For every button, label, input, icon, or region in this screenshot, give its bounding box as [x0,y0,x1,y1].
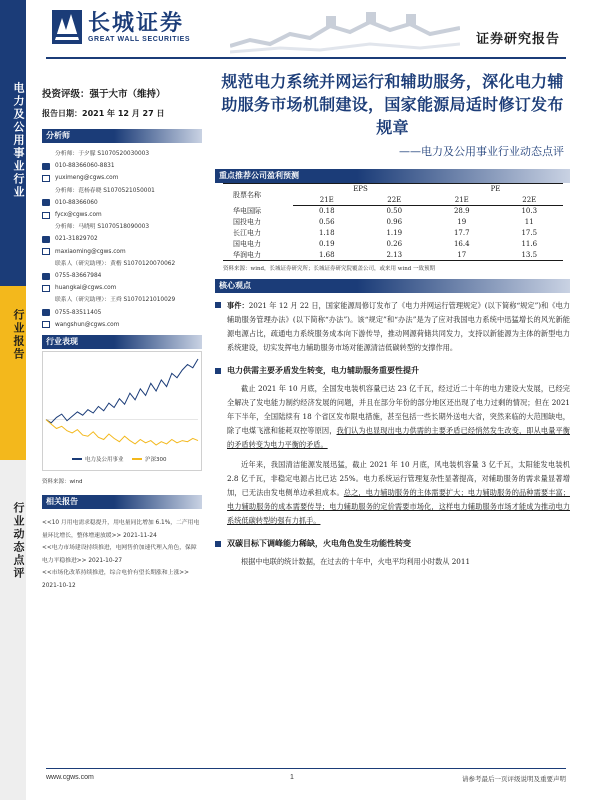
side-band-type-label: 行业动态点评 [12,502,25,580]
phone-icon [42,199,50,206]
related-report-item[interactable]: <<市场化改革持续推进，综合电价有望长期涨和上涨>> 2021-10-12 [42,570,189,589]
legend-label: 沪深300 [145,457,167,464]
analyst-row: 分析师：马晓明 S1070518090003 [55,224,150,231]
sidebar-column [42,86,202,592]
table-row: 长江电力 1.18 1.19 17.7 17.5 [233,229,538,237]
table-header-year: 22E [361,195,429,206]
core-view-header: 核心观点 [215,279,570,293]
underlined-conclusion: 总之，电力辅助服务的主体需要扩大；电力辅助服务的品种需要丰富；电力辅助服务的成本需要传导；电力辅助服务的定价需要市场化，这样电力辅助服务市场才能成为推动电力系统低碳转型的强有力抓手。 [227,488,570,525]
analyst-row: 联系人（研究助理）：王舜 S1070121010029 [55,297,176,304]
bullet-square-icon [215,541,221,547]
mail-icon [42,175,50,182]
company-logo [52,10,190,44]
analyst-row: 联系人（研究助理）：黄楷 S1070120070062 [55,260,176,267]
analyst-row[interactable]: wangshun@cgws.com [42,319,202,331]
section-title-peak-shaving: 双碳目标下调峰能力稀缺，火电角色发生功能性转变 [215,538,570,549]
footer-url[interactable]: www.cgws.com [46,774,94,781]
report-date: 报告日期：2021 年 12 月 27 日 [42,109,165,118]
earnings-forecast-table [223,183,563,261]
analyst-row: 021-31829702 [42,233,202,245]
mail-icon [42,321,50,328]
table-header-year: 21E [428,195,496,206]
analyst-row: 010-88366060-8831 [42,160,202,172]
related-report-item[interactable]: <<电力市场建设持续推进，电网售价加速代理入角色，保障电力平稳推进>> 2021-10-27 [42,545,197,564]
industry-trend-header: 行业表现 [42,335,202,349]
related-reports-header: 相关报告 [42,495,202,509]
event-text: 2021 年 12 月 22 日，国家能源局修订发布了《电力并网运行管理规定》(以下简称“规定”)和《电力辅助服务管理办法》(以下简称“办法”)。该“规定”和“办法”是为了应对我国电力系统中迅猛增长的风光新能源电源占比，疏通电力系统服务成本向下游传导，推动网源荷储共同发力，支持以新能源为主体的新型电力系统建设，切实发挥电力辅助服务市场对能源清洁低碳转型的支撑作用。 [227,301,570,352]
analyst-row: 分析师：于夕朦 S1070520030003 [55,151,150,157]
related-reports-list [42,517,202,592]
chart-frame [43,352,202,471]
footer-divider [46,768,566,769]
table-source-note: 资料来源：wind，长城证券研究所；长城证券研究院覆盖公司，或来用 wind 一致预期 [223,266,436,272]
document-type: 证券研究报告 [475,32,560,47]
great-wall-illustration [230,4,460,54]
analyst-section-header: 分析师 [42,129,202,143]
trend-chart-source: 资料来源：wind [42,479,83,486]
report-title: 规范电力系统并网运行和辅助服务，深化电力辅助服务市场机制建设，国家能源局适时修订发布规章 [221,72,564,137]
analyst-row[interactable]: fycx@cgws.com [42,209,202,221]
mail-icon [42,285,50,292]
side-band-industry-label: 电力及公用事业行业 [12,81,25,199]
logo-english-name: GREAT WALL SECURITIES [88,35,191,43]
phone-icon [42,309,50,316]
phone-icon [42,236,50,243]
earnings-table-header: 重点推荐公司盈利预测 [215,169,570,183]
table-row: 国投电力 0.56 0.96 19 11 [233,218,534,226]
table-row: 华电国际 0.18 0.50 28.9 10.3 [233,207,538,216]
analyst-row: 分析师：范杨春晓 S1070521050001 [55,187,155,194]
underlined-conclusion: 我们认为也显现出电力供需的主要矛盾已经悄然发生改变，即从电量平衡的矛盾转变为电力平衡的矛盾。 [227,426,570,449]
side-band [0,0,26,800]
footer-disclaimer: 请参考最后一页评级说明及重要声明 [462,775,566,783]
body-paragraph: 近年来，我国清洁能源发展迅猛，截止 2021 年 10 月底，风电装机容量 3 亿千瓦，太阳能发电装机 2.8 亿千瓦，非稳定电源占比已达 25%。电力系统运行管理复杂性显著提高，对辅助服务的需求量显著增加，已无法由发电侧单边承担成本。总之，电力辅助服务的主体需要扩大；电力辅助服务的品种需要丰富；电力辅助服务的成本需要传导；电力辅助服务的定价需要市场化，这样电力辅助服务市场才能成为推动电力系统低碳转型的强有力抓手。 [227,460,570,525]
analyst-row: 0755-83667984 [42,270,202,282]
table-header-name: 股票名称 [223,184,293,206]
table-header-year: 21E [293,195,361,206]
analyst-row[interactable]: maxiaoming@cgws.com [42,246,202,258]
mail-icon [42,248,50,255]
investment-rating: 投资评级：强于大市（维持） [42,89,166,100]
bullet-square-icon [215,368,221,374]
table-header-eps: EPS [293,184,428,195]
legend-label: 电力及公用事业 [85,457,124,464]
body-paragraph: 根据中电联的统计数据，在过去的十年中，火电平均利用小时数从 2011 [241,557,471,566]
page-number: 1 [290,774,294,781]
report-subtitle: ——电力及公用事业行业动态点评 [399,145,564,158]
table-header-year: 22E [496,195,564,206]
event-paragraph [215,299,570,355]
analyst-row: 0755-83511405 [42,307,202,319]
bullet-square-icon [215,302,221,308]
body-paragraph: 截止 2021 年 10 月底，全国发电装机容量已达 23 亿千瓦，经过近二十年的电力建设大发展，已经完全解决了发电能力制约经济发展的问题，并且在部分年份的部分地区还出现了电力过剩的情况；但在 2021 年下半年，全国陆续有 18 个省区发布限电措施，甚至包括一些长期外送电大省，突然来临的大范围缺电，除了电煤飞涨和能耗双控等原因，我们认为也显现出电力供需的主要矛盾已经悄然发生改变，即从电量平衡的矛盾转变为电力平衡的矛盾。 [227,384,570,449]
page-header [0,0,600,62]
mail-icon [42,212,50,219]
phone-icon [42,273,50,280]
section-title-supply-demand: 电力供需主要矛盾发生转变，电力辅助服务重要性提升 [215,365,570,376]
table-row: 国电电力 0.19 0.26 16.4 11.6 [233,240,538,248]
logo-mark-icon [52,10,82,44]
industry-trend-chart [42,351,202,471]
analyst-list [42,148,202,331]
table-row: 华润电力 1.68 2.13 17 13.5 [223,250,563,261]
analyst-row: 010-88366060 [42,197,202,209]
side-band-report-label: 行业报告 [12,309,25,361]
related-report-item[interactable]: <<10 月用电需求稳提升，用电量同比增加 6.1%，二产用电量环比增长，整体增速放缓>> 2021-11-24 [42,520,200,539]
main-column [215,70,570,569]
logo-chinese-name: 长城证券 [88,10,185,36]
analyst-row[interactable]: yuximeng@cgws.com [42,172,202,184]
table-header-pe: PE [428,184,563,195]
analyst-row[interactable]: huangkai@cgws.com [42,282,202,294]
header-divider [46,57,566,59]
phone-icon [42,163,50,170]
event-label: 事件： [227,301,249,310]
